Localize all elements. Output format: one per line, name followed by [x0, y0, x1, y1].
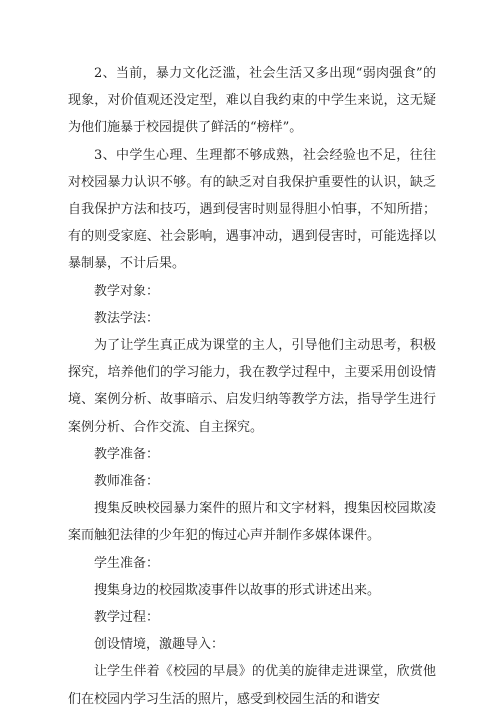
heading-teaching-methods: 教法学法：: [94, 310, 160, 326]
heading-create-scenario: 创设情境，激趣导入：: [94, 637, 225, 653]
paragraph-cause-2: 2、当前，暴力文化泛滥，社会生活又多出现“弱肉强食”的现象，对价值观还没定型，难以自我约束的中学生来说，这无疑为他们施暴于校园提供了鲜活的“榜样”。: [68, 66, 436, 136]
heading-teacher-preparation: 教师准备：: [94, 474, 160, 490]
paragraph-student-preparation: 搜集身边的校园欺凌事件以故事的形式讲述出来。: [94, 582, 381, 598]
heading-teaching-preparation: 教学准备：: [94, 446, 160, 462]
heading-teaching-target: 教学对象：: [94, 283, 160, 299]
paragraph-cause-3: 3、中学生心理、生理都不够成熟，社会经验也不足，往往对校园暴力认识不够。有的缺乏对自我保护重要性的认识，缺乏自我保护方法和技巧，遇到侵害时则显得胆小怕事，不知所措；有的则受家庭、社会影响，遇事冲动，遇到侵害时，可能选择以暴制暴，不计后果。: [68, 147, 436, 272]
heading-student-preparation: 学生准备：: [94, 555, 160, 571]
paragraph-teacher-preparation: 搜集反映校园暴力案件的照片和文字材料，搜集因校园欺凌案而触犯法律的少年犯的悔过心声并制作多媒体课件。: [68, 501, 436, 544]
paragraph-create-scenario: 让学生伴着《校园的早晨》的优美的旋律走进课堂，欣赏他们在校园内学习生活的照片，感受到校园生活的和谐安: [68, 664, 436, 707]
heading-teaching-process: 教学过程：: [94, 610, 160, 626]
paragraph-teaching-methods: 为了让学生真正成为课堂的主人，引导他们主动思考，积极探究，培养他们的学习能力，我在教学过程中，主要采用创设情境、案例分析、故事暗示、启发归纳等教学方法，指导学生进行案例分析、合作交流、自主探究。: [68, 338, 436, 435]
